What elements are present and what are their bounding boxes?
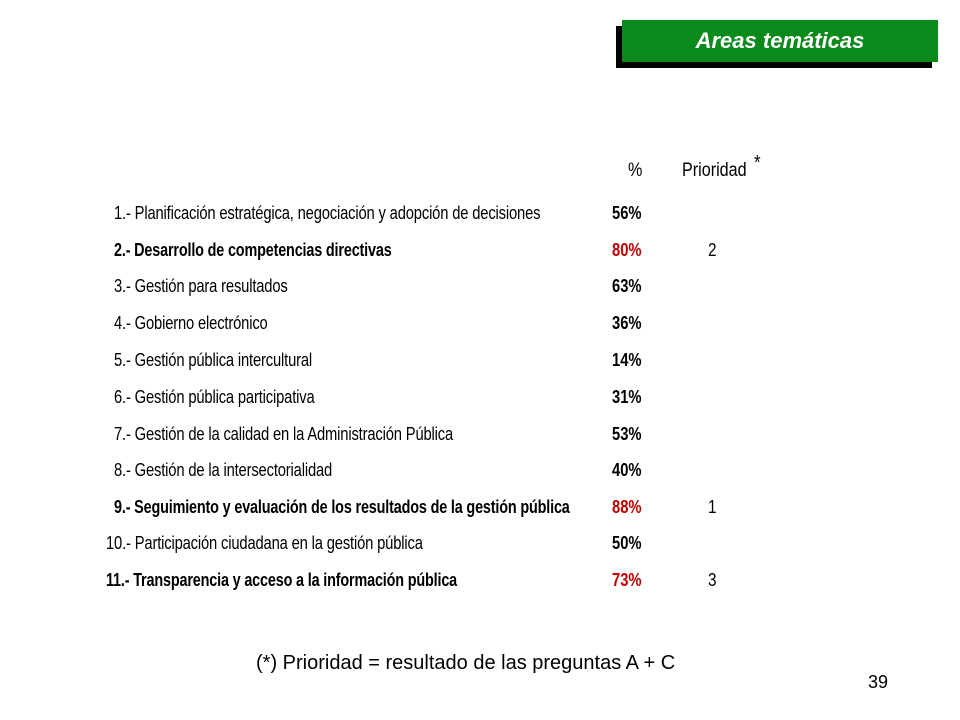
topic-percent: 80%	[612, 240, 642, 260]
topic-priority: 3	[708, 570, 717, 590]
page-number: 39	[868, 672, 889, 692]
topic-label: 4.- Gobierno electrónico	[114, 313, 268, 333]
topic-label: 8.- Gestión de la intersectorialidad	[114, 460, 333, 480]
topic-label: 9.- Seguimiento y evaluación de los resultados de la gestión pública	[114, 497, 570, 517]
table-row	[0, 533, 960, 563]
topic-label: 5.- Gestión pública intercultural	[114, 350, 313, 370]
table-row	[0, 203, 960, 233]
topic-priority: 1	[708, 497, 717, 517]
topic-percent: 73%	[612, 570, 642, 590]
table-row	[0, 350, 960, 380]
table-row	[0, 387, 960, 417]
topic-percent: 40%	[612, 460, 642, 480]
topic-priority: 2	[708, 240, 717, 260]
percent-column-header: %	[628, 160, 643, 181]
table-row	[0, 276, 960, 306]
topic-label: 11.- Transparencia y acceso a la información pública	[106, 570, 458, 590]
topic-percent: 88%	[612, 497, 642, 517]
topic-percent: 36%	[612, 313, 642, 333]
topic-percent: 53%	[612, 424, 642, 444]
table-row	[0, 497, 960, 527]
topic-label: 1.- Planificación estratégica, negociación y adopción de decisiones	[114, 203, 541, 223]
topic-label: 10.- Participación ciudadana en la gestión pública	[106, 533, 423, 553]
topic-label: 7.- Gestión de la calidad en la Administración Pública	[114, 424, 454, 444]
topic-percent: 50%	[612, 533, 642, 553]
topic-label: 6.- Gestión pública participativa	[114, 387, 315, 407]
table-row	[0, 313, 960, 343]
topic-percent: 14%	[612, 350, 642, 370]
table-row	[0, 240, 960, 270]
topic-label: 3.- Gestión para resultados	[114, 276, 288, 296]
table-row	[0, 570, 960, 600]
title-banner	[616, 26, 932, 68]
priority-asterisk: *	[754, 152, 761, 174]
topic-percent: 31%	[612, 387, 642, 407]
table-row	[0, 460, 960, 490]
topic-percent: 56%	[612, 203, 642, 223]
table-row	[0, 424, 960, 454]
footnote: (*) Prioridad = resultado de las preguntas A + C	[256, 652, 676, 674]
topic-percent: 63%	[612, 276, 642, 296]
topic-label: 2.- Desarrollo de competencias directivas	[114, 240, 392, 260]
priority-column-header: Prioridad	[682, 160, 747, 181]
slide-title: Areas temáticas	[622, 20, 938, 62]
